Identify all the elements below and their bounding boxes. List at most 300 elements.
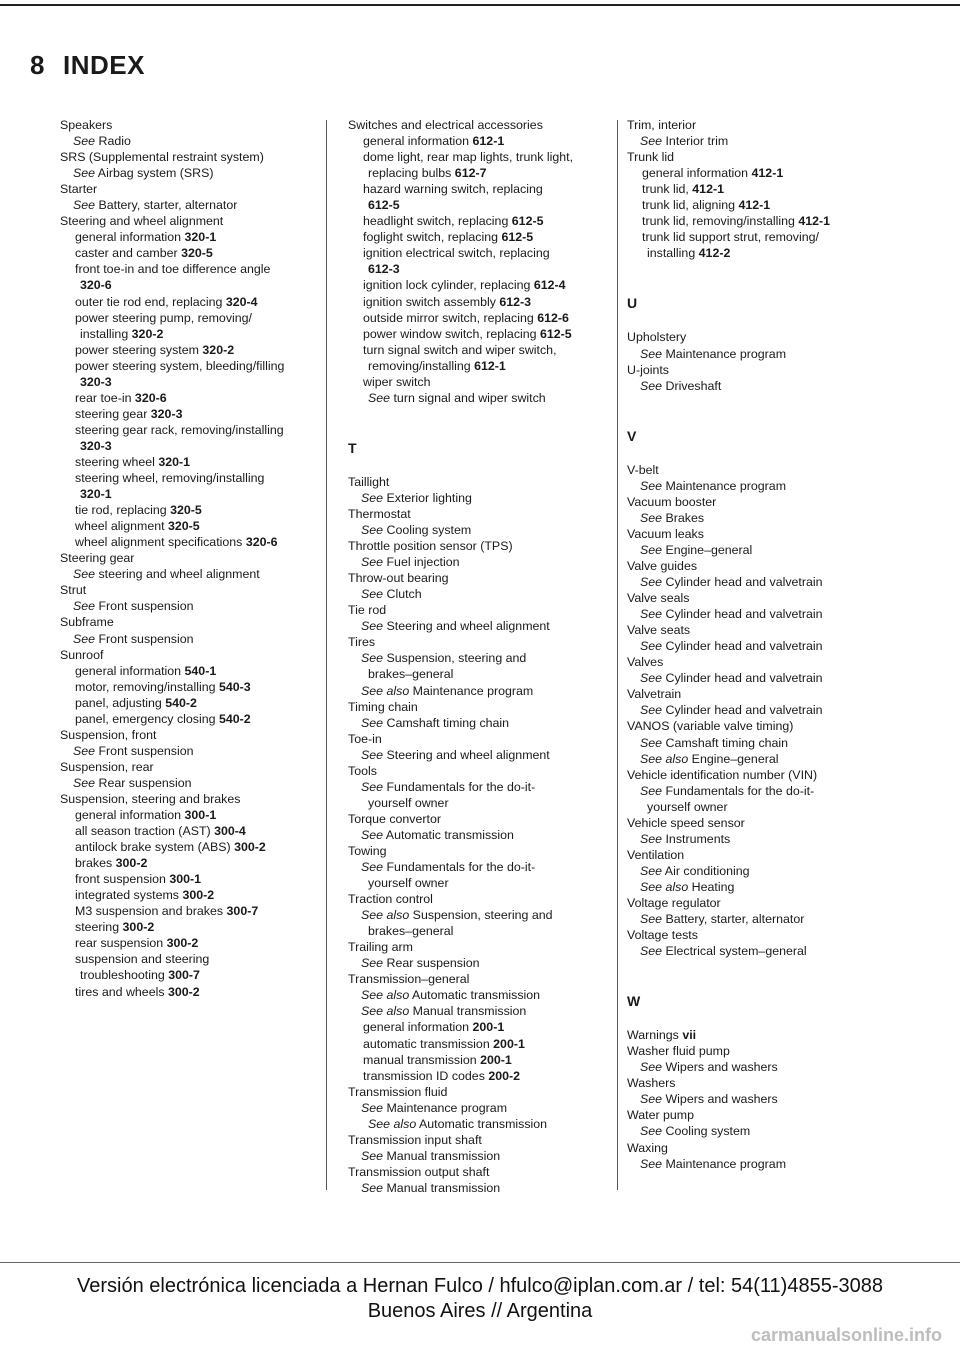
see-reference: See	[361, 619, 384, 634]
index-entry	[627, 815, 947, 831]
index-subentry	[348, 181, 610, 197]
page-reference: 412-1	[751, 166, 784, 181]
entry-text: dome light, rear map lights, trunk light,	[363, 150, 574, 165]
entry-text: Vehicle speed sensor	[627, 815, 745, 830]
entry-text: antilock brake system (ABS)	[75, 840, 235, 855]
page-reference: 612-4	[533, 278, 566, 293]
index-subentry	[60, 679, 320, 695]
see-reference: See	[640, 542, 663, 557]
index-subentry	[627, 943, 947, 959]
entry-text: Trim, interior	[627, 118, 697, 132]
index-subentry	[348, 1148, 610, 1164]
page-reference: 320-5	[167, 519, 200, 534]
entry-text: Cylinder head and valvetrain	[662, 639, 823, 654]
entry-text: Driveshaft	[662, 378, 722, 393]
entry-text: trunk lid support strut, removing/	[642, 230, 819, 245]
index-entry	[627, 558, 947, 574]
entry-text: steering	[75, 920, 123, 935]
index-entry	[60, 727, 320, 743]
see-reference: See	[73, 198, 96, 213]
entry-text: trunk lid,	[642, 182, 693, 197]
entry-text: yourself owner	[647, 799, 728, 814]
index-subentry	[60, 294, 320, 310]
entry-text: general information	[363, 1020, 473, 1035]
page-reference: 300-4	[214, 824, 246, 839]
entry-text: Camshaft timing chain	[383, 715, 510, 730]
index-subentry	[348, 342, 610, 358]
see-reference: See	[640, 703, 663, 718]
index-subentry	[60, 695, 320, 711]
page-reference: 320-1	[184, 230, 217, 245]
entry-text: wiper switch	[363, 374, 431, 389]
entry-text: Automatic transmission	[409, 988, 541, 1003]
see-reference: See	[361, 827, 384, 842]
index-entry	[348, 570, 610, 586]
entry-text: Maintenance program	[662, 1156, 787, 1171]
entry-text: steering wheel, removing/installing	[75, 471, 265, 486]
see-reference: See	[640, 783, 663, 798]
page-reference: 300-1	[184, 808, 217, 823]
footer-line-2: Buenos Aires // Argentina	[367, 1300, 593, 1322]
page-reference: 300-2	[234, 840, 266, 855]
entry-text: yourself owner	[368, 795, 449, 810]
index-entry	[348, 811, 610, 827]
index-subentry	[627, 863, 947, 879]
index-subentry	[348, 165, 610, 181]
entry-text: Radio	[95, 134, 131, 149]
index-subentry	[627, 478, 947, 494]
index-entry	[60, 582, 320, 598]
see-reference: See	[361, 715, 384, 730]
entry-text: tires and wheels	[75, 984, 168, 999]
page-reference: 320-1	[158, 454, 191, 469]
entry-text: U-joints	[627, 362, 669, 377]
entry-text: Battery, starter, alternator	[662, 912, 805, 927]
entry-text: Exterior lighting	[383, 490, 472, 505]
entry-text: Brakes	[662, 510, 705, 525]
index-subentry	[60, 566, 320, 582]
index-subentry	[60, 775, 320, 791]
see-reference: See	[640, 134, 663, 149]
see-reference: See	[640, 1060, 663, 1075]
see-reference: See	[361, 555, 384, 570]
index-subentry	[627, 1156, 947, 1172]
index-subentry	[627, 213, 947, 229]
entry-text: Timing chain	[348, 699, 418, 714]
page-reference: 200-1	[480, 1052, 512, 1067]
index-entry	[627, 149, 947, 165]
index-subentry	[348, 374, 610, 390]
index-subentry	[60, 518, 320, 534]
entry-text: Airbag system (SRS)	[95, 166, 214, 181]
page-reference: 412-1	[692, 182, 724, 197]
entry-text: yourself owner	[368, 876, 449, 891]
index-entry	[348, 117, 610, 133]
index-subentry	[60, 197, 320, 213]
index-subentry	[60, 951, 320, 967]
page-reference: 320-1	[80, 487, 112, 502]
see-reference: See also	[640, 751, 689, 766]
index-subentry	[60, 871, 320, 887]
index-subentry	[348, 1052, 610, 1068]
see-reference: See	[73, 166, 96, 181]
index-subentry	[348, 907, 610, 923]
entry-text: Washer fluid pump	[627, 1044, 730, 1059]
entry-text: troubleshooting	[80, 968, 169, 983]
entry-text: Subframe	[60, 615, 114, 630]
see-reference: See	[640, 831, 663, 846]
index-subentry	[627, 702, 947, 718]
entry-text: Fundamentals for the do-it-	[662, 783, 815, 798]
page-reference: 300-2	[167, 984, 200, 999]
see-reference: See also	[368, 1116, 417, 1131]
index-subentry	[348, 747, 610, 763]
entry-text: Transmission fluid	[348, 1084, 448, 1099]
entry-text: panel, emergency closing	[75, 711, 219, 726]
entry-text: Waxing	[627, 1140, 668, 1155]
index-subentry	[627, 165, 947, 181]
entry-text: hazard warning switch, replacing	[363, 182, 543, 197]
entry-text: caster and camber	[75, 246, 182, 261]
entry-text: Instruments	[662, 831, 731, 846]
page-reference: 320-6	[245, 535, 278, 550]
entry-text: Wipers and washers	[662, 1092, 778, 1107]
index-subentry	[60, 807, 320, 823]
index-entry	[627, 654, 947, 670]
index-subentry	[348, 586, 610, 602]
see-reference: See	[368, 390, 391, 405]
entry-text: motor, removing/installing	[75, 679, 219, 694]
entry-text: Rear suspension	[95, 775, 192, 790]
index-subentry	[60, 598, 320, 614]
page-reference: 200-1	[493, 1036, 525, 1051]
index-column-1	[60, 117, 320, 1000]
index-subentry	[348, 715, 610, 731]
page-reference: 320-4	[225, 294, 258, 309]
entry-text: general information	[75, 808, 185, 823]
see-reference: See	[361, 587, 384, 602]
entry-text: steering gear rack, removing/installing	[75, 422, 284, 437]
index-subentry	[348, 779, 610, 795]
index-subentry	[60, 374, 320, 390]
index-subentry	[60, 903, 320, 919]
page-reference: 540-2	[165, 695, 197, 710]
index-subentry	[348, 522, 610, 538]
entry-text: Suspension, steering and	[383, 651, 527, 666]
entry-text: manual transmission	[363, 1052, 481, 1067]
entry-text: Tie rod	[348, 603, 387, 618]
section-letter-u: U	[627, 295, 638, 312]
index-subentry	[348, 326, 610, 342]
entry-text: Suspension, front	[60, 727, 157, 742]
index-entry	[348, 1084, 610, 1100]
index-entry	[348, 1132, 610, 1148]
index-subentry	[348, 390, 610, 406]
entry-text: Maintenance program	[662, 346, 787, 361]
see-reference: See	[361, 1148, 384, 1163]
index-subentry	[348, 683, 610, 699]
index-subentry	[627, 783, 947, 799]
index-subentry	[348, 294, 610, 310]
index-subentry	[627, 799, 947, 815]
page-reference: 612-7	[454, 166, 487, 181]
license-footer	[0, 1274, 960, 1324]
index-subentry	[627, 510, 947, 526]
entry-text: general information	[642, 166, 752, 181]
see-reference: See	[73, 743, 96, 758]
entry-text: Electrical system–general	[662, 944, 807, 959]
index-subentry	[627, 638, 947, 654]
page-reference: 320-3	[150, 406, 183, 421]
index-column-3	[627, 117, 947, 1172]
index-subentry	[627, 670, 947, 686]
entry-text: Transmission output shaft	[348, 1164, 490, 1179]
see-reference: See	[640, 944, 663, 959]
entry-text: outside mirror switch, replacing	[363, 310, 538, 325]
index-entry	[627, 622, 947, 638]
index-subentry	[60, 342, 320, 358]
index-entry	[627, 1107, 947, 1123]
entry-text: general information	[75, 663, 185, 678]
entry-text: Cylinder head and valvetrain	[662, 575, 823, 590]
index-subentry	[60, 422, 320, 438]
entry-text: Front suspension	[95, 631, 194, 646]
index-subentry	[627, 245, 947, 261]
index-subentry	[627, 346, 947, 362]
entry-text: Cylinder head and valvetrain	[662, 607, 823, 622]
index-entry	[627, 718, 947, 734]
entry-text: foglight switch, replacing	[363, 230, 502, 245]
entry-text: Steering and wheel alignment	[60, 214, 224, 229]
entry-text: Steering and wheel alignment	[383, 619, 550, 634]
entry-text: Clutch	[383, 587, 422, 602]
index-subentry	[627, 574, 947, 590]
entry-text: installing	[80, 326, 132, 341]
index-subentry	[348, 197, 610, 213]
index-entry	[348, 602, 610, 618]
entry-text: Tires	[348, 635, 376, 650]
index-subentry	[348, 955, 610, 971]
see-reference: See	[640, 378, 663, 393]
entry-text: integrated systems	[75, 888, 183, 903]
index-entry	[60, 550, 320, 566]
index-subentry	[60, 663, 320, 679]
entry-text: Trailing arm	[348, 940, 413, 955]
page-reference: 540-1	[184, 663, 217, 678]
entry-text: ignition switch assembly	[363, 294, 500, 309]
see-reference: See also	[640, 879, 689, 894]
entry-text: Throttle position sensor (TPS)	[348, 539, 513, 554]
index-subentry	[60, 534, 320, 550]
index-entry	[348, 474, 610, 490]
index-entry	[627, 526, 947, 542]
entry-text: Cooling system	[383, 523, 472, 538]
see-reference: See	[73, 599, 96, 614]
index-subentry	[60, 165, 320, 181]
entry-text: Suspension, steering and	[409, 908, 553, 923]
index-entry	[627, 590, 947, 606]
index-subentry	[348, 859, 610, 875]
index-subentry	[348, 1100, 610, 1116]
index-subentry	[60, 935, 320, 951]
entry-text: Suspension, steering and brakes	[60, 791, 241, 806]
entry-text: Sunroof	[60, 647, 104, 662]
page-reference: 300-2	[182, 888, 215, 903]
index-subentry	[60, 711, 320, 727]
index-subentry	[348, 827, 610, 843]
index-subentry	[60, 823, 320, 839]
see-reference: See	[361, 860, 384, 875]
entry-text: Valve seats	[627, 623, 691, 638]
entry-text: all season traction (AST)	[75, 824, 215, 839]
index-subentry	[348, 795, 610, 811]
section-letter-v: V	[627, 427, 637, 444]
entry-text: Strut	[60, 583, 87, 598]
entry-text: Front suspension	[95, 743, 194, 758]
see-reference: See	[640, 510, 663, 525]
entry-text: Switches and electrical accessories	[348, 118, 543, 132]
entry-text: removing/installing	[368, 358, 475, 373]
index-subentry	[348, 149, 610, 165]
entry-text: Speakers	[60, 118, 113, 132]
page-reference: 412-2	[698, 246, 731, 261]
see-reference: See	[640, 346, 663, 361]
index-subentry	[348, 261, 610, 277]
page-reference: 320-3	[80, 374, 112, 389]
entry-text: steering and wheel alignment	[95, 567, 260, 582]
entry-text: general information	[75, 230, 185, 245]
entry-text: trunk lid, removing/installing	[642, 214, 799, 229]
entry-text: VANOS (variable valve timing)	[627, 719, 794, 734]
entry-text: power window switch, replacing	[363, 326, 540, 341]
entry-text: Air conditioning	[662, 863, 750, 878]
entry-text: Vacuum leaks	[627, 526, 704, 541]
index-subentry	[348, 490, 610, 506]
entry-text: turn signal and wiper switch	[390, 390, 546, 405]
entry-text: Automatic transmission	[383, 827, 514, 842]
entry-text: Upholstery	[627, 330, 687, 345]
index-entry	[348, 891, 610, 907]
index-subentry	[348, 229, 610, 245]
page-reference: 612-3	[368, 262, 400, 277]
page-reference: 412-1	[798, 214, 831, 229]
page-reference: 300-2	[115, 856, 148, 871]
entry-text: front suspension	[75, 872, 170, 887]
entry-text: suspension and steering	[75, 952, 210, 967]
entry-text: Maintenance program	[383, 1100, 508, 1115]
see-reference: See	[640, 607, 663, 622]
page-reference: 320-6	[80, 278, 112, 293]
index-entry	[348, 731, 610, 747]
entry-text: Vacuum booster	[627, 494, 717, 509]
entry-text: power steering system, bleeding/filling	[75, 358, 285, 373]
entry-text: brakes–general	[368, 924, 454, 939]
entry-text: Washers	[627, 1076, 676, 1091]
entry-text: Voltage regulator	[627, 895, 721, 910]
index-entry	[60, 181, 320, 197]
see-reference: See also	[361, 988, 410, 1003]
index-subentry	[60, 887, 320, 903]
column-divider	[326, 120, 327, 1190]
index-subentry	[60, 743, 320, 759]
index-entry	[60, 213, 320, 229]
entry-text: panel, adjusting	[75, 695, 166, 710]
see-reference: See also	[361, 683, 410, 698]
index-subentry	[348, 133, 610, 149]
index-subentry	[60, 502, 320, 518]
index-subentry	[627, 831, 947, 847]
page-reference: 300-7	[168, 968, 200, 983]
index-subentry	[348, 1019, 610, 1035]
index-entry	[627, 1027, 947, 1043]
entry-text: Throw-out bearing	[348, 571, 449, 586]
index-entry	[60, 614, 320, 630]
page-reference: 320-5	[170, 503, 202, 518]
see-reference: See	[361, 1100, 384, 1115]
index-subentry	[60, 390, 320, 406]
entry-text: Cylinder head and valvetrain	[662, 671, 823, 686]
index-subentry	[60, 631, 320, 647]
index-entry	[348, 506, 610, 522]
index-subentry	[348, 1036, 610, 1052]
index-subentry	[60, 855, 320, 871]
entry-text: Rear suspension	[383, 956, 480, 971]
see-reference: See	[640, 863, 663, 878]
index-subentry	[60, 470, 320, 486]
entry-text: trunk lid, aligning	[642, 198, 739, 213]
entry-text: Fundamentals for the do-it-	[383, 779, 536, 794]
index-subentry	[348, 923, 610, 939]
index-column-2	[348, 117, 610, 1196]
index-subentry	[627, 911, 947, 927]
entry-text: Camshaft timing chain	[662, 735, 789, 750]
entry-text: Front suspension	[95, 599, 194, 614]
index-entry	[627, 767, 947, 783]
entry-text: steering gear	[75, 406, 151, 421]
page-reference: vii	[682, 1028, 697, 1043]
page-reference: 612-1	[472, 134, 505, 149]
index-entry	[627, 1043, 947, 1059]
index-subentry	[60, 326, 320, 342]
index-subentry	[60, 358, 320, 374]
index-subentry	[627, 735, 947, 751]
page-reference: 612-5	[511, 214, 544, 229]
index-subentry	[60, 454, 320, 470]
index-entry	[348, 843, 610, 859]
index-subentry	[348, 358, 610, 374]
index-subentry	[627, 751, 947, 767]
index-entry	[60, 149, 320, 165]
index-subentry	[348, 554, 610, 570]
page-reference: 540-2	[218, 711, 251, 726]
index-subentry	[348, 875, 610, 891]
entry-text: Cylinder head and valvetrain	[662, 703, 823, 718]
entry-text: power steering pump, removing/	[75, 310, 252, 325]
entry-text: Maintenance program	[662, 478, 787, 493]
see-reference: See	[640, 478, 663, 493]
index-subentry	[348, 618, 610, 634]
page-reference: 540-3	[218, 679, 251, 694]
entry-text: steering wheel	[75, 454, 159, 469]
entry-text: Engine–general	[688, 751, 779, 766]
entry-text: transmission ID codes	[363, 1068, 489, 1083]
page-reference: 320-2	[131, 326, 164, 341]
page-reference: 300-2	[122, 920, 155, 935]
index-subentry	[60, 310, 320, 326]
index-entry	[627, 1075, 947, 1091]
page-reference: 612-5	[540, 326, 572, 341]
entry-text: Fuel injection	[383, 555, 460, 570]
